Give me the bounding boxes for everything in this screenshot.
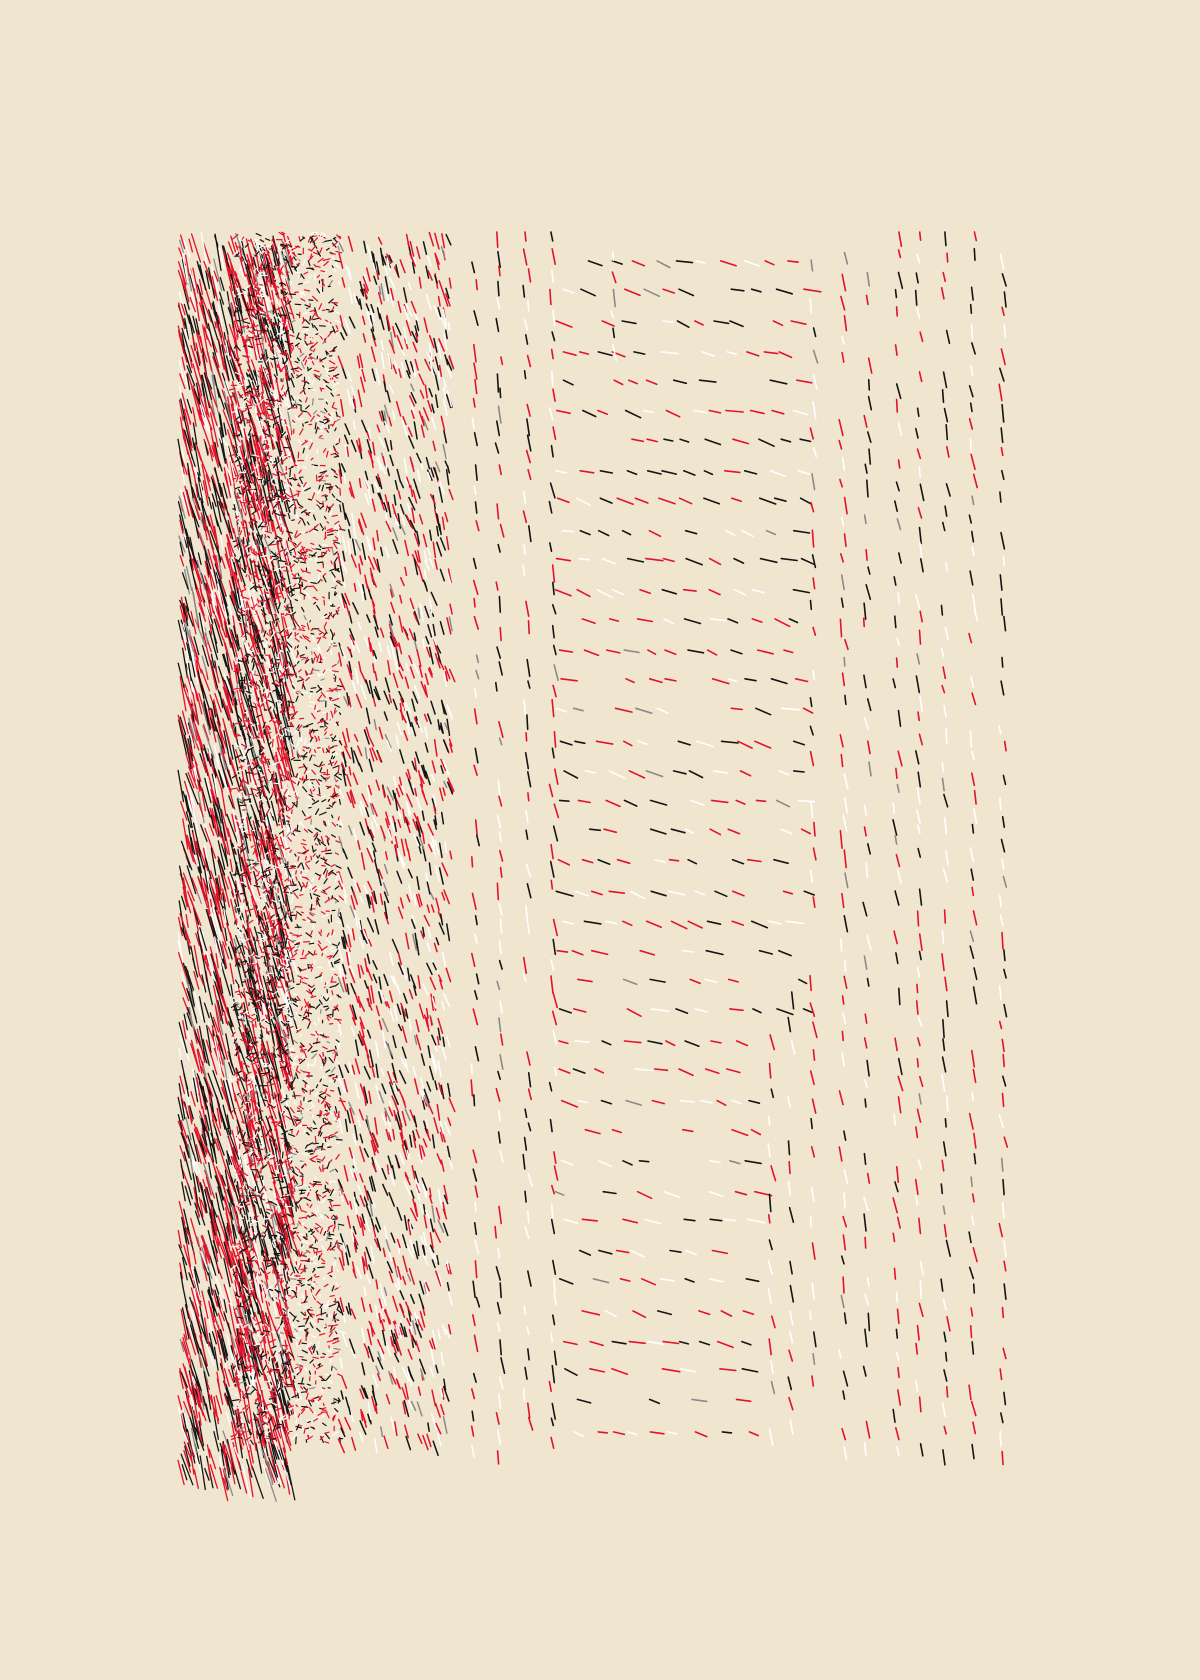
speckle-stroke (297, 825, 298, 830)
speckle-stroke (250, 1419, 251, 1422)
speckle-stroke (254, 445, 259, 446)
speckle-stroke (261, 1155, 262, 1160)
speckle-stroke (262, 628, 263, 633)
speckle-stroke (289, 1259, 290, 1262)
speckle-stroke (240, 893, 243, 894)
speckle-stroke (316, 334, 318, 335)
speckle-stroke (287, 1276, 288, 1280)
speckle-stroke (308, 1101, 311, 1102)
speckle-stroke (276, 623, 277, 627)
speckle-stroke (255, 776, 256, 779)
speckle-stroke (311, 1289, 312, 1292)
speckle-stroke (298, 776, 299, 779)
speckle-stroke (317, 1146, 322, 1147)
speckle-stroke (302, 1343, 307, 1344)
speckle-stroke (248, 1272, 251, 1273)
speckle-stroke (296, 590, 299, 591)
speckle-stroke (298, 645, 299, 647)
speckle-stroke (257, 381, 258, 385)
speckle-stroke (281, 1264, 287, 1265)
speckle-stroke (335, 1046, 336, 1049)
speckle-stroke (333, 576, 334, 582)
speckle-stroke (320, 1092, 322, 1093)
speckle-stroke (290, 933, 293, 934)
speckle-stroke (237, 588, 238, 592)
speckle-stroke (302, 381, 307, 382)
speckle-stroke (244, 1110, 248, 1111)
speckle-stroke (305, 921, 309, 922)
speckle-stroke (319, 438, 323, 439)
speckle-stroke (312, 1314, 314, 1315)
speckle-stroke (319, 1100, 320, 1102)
speckle-stroke (300, 718, 304, 719)
speckle-stroke (262, 1167, 265, 1168)
speckle-stroke (306, 647, 307, 649)
speckle-stroke (263, 674, 266, 675)
speckle-stroke (331, 1091, 334, 1092)
speckle-stroke (278, 414, 279, 420)
speckle-stroke (281, 1037, 283, 1038)
speckle-stroke (319, 855, 320, 857)
speckle-stroke (297, 1108, 299, 1109)
speckle-stroke (279, 1353, 283, 1354)
speckle-stroke (235, 921, 236, 924)
speckle-stroke (299, 1059, 300, 1061)
speckle-stroke (246, 773, 252, 774)
speckle-stroke (295, 1258, 296, 1261)
speckle-stroke (242, 982, 246, 983)
speckle-stroke (333, 746, 338, 747)
speckle-stroke (330, 449, 331, 453)
speckle-stroke (271, 1332, 277, 1333)
speckle-stroke (275, 1077, 278, 1078)
speckle-stroke (239, 548, 240, 551)
speckle-stroke (253, 722, 256, 723)
speckle-stroke (265, 908, 267, 909)
speckle-stroke (255, 1021, 256, 1027)
speckle-stroke (266, 282, 267, 286)
speckle-stroke (307, 748, 309, 749)
speckle-stroke (262, 1319, 264, 1320)
speckle-stroke (239, 985, 240, 988)
speckle-stroke (292, 941, 295, 942)
speckle-stroke (306, 856, 307, 860)
speckle-stroke (309, 300, 313, 301)
speckle-stroke (240, 1287, 241, 1290)
speckle-stroke (246, 405, 252, 406)
speckle-stroke (278, 1170, 279, 1174)
speckle-stroke (331, 561, 332, 564)
speckle-stroke (320, 326, 326, 327)
speckle-stroke (255, 1109, 256, 1111)
speckle-stroke (263, 821, 266, 822)
speckle-stroke (237, 1249, 240, 1250)
speckle-stroke (335, 740, 337, 741)
speckle-stroke (269, 558, 270, 561)
speckle-stroke (275, 321, 276, 325)
speckle-stroke (262, 535, 263, 539)
speckle-stroke (289, 796, 291, 797)
speckle-stroke (301, 584, 302, 586)
speckle-stroke (319, 1319, 324, 1320)
speckle-stroke (322, 617, 327, 618)
speckle-stroke (320, 1111, 321, 1118)
speckle-stroke (318, 1342, 319, 1349)
speckle-stroke (315, 1058, 316, 1064)
speckle-stroke (322, 953, 323, 955)
speckle-stroke (292, 520, 295, 521)
speckle-stroke (309, 807, 311, 808)
speckle-stroke (259, 687, 260, 689)
speckle-stroke (253, 1368, 256, 1369)
speckle-stroke (274, 742, 275, 749)
speckle-stroke (294, 1188, 295, 1191)
speckle-stroke (294, 791, 295, 793)
speckle-stroke (272, 1116, 273, 1118)
speckle-stroke (266, 838, 271, 839)
speckle-stroke (323, 1149, 325, 1150)
speckle-stroke (280, 283, 282, 284)
speckle-stroke (272, 1298, 273, 1301)
speckle-stroke (300, 587, 301, 593)
speckle-stroke (337, 1030, 339, 1031)
speckle-stroke (253, 296, 255, 297)
speckle-stroke (244, 494, 245, 500)
speckle-stroke (252, 337, 257, 338)
speckle-stroke (267, 1371, 271, 1372)
speckle-stroke (267, 409, 270, 410)
speckle-stroke (290, 307, 291, 309)
speckle-stroke (302, 582, 303, 586)
speckle-stroke (303, 727, 308, 728)
speckle-stroke (300, 875, 301, 878)
speckle-stroke (311, 634, 314, 635)
speckle-stroke (265, 534, 266, 537)
speckle-stroke (256, 959, 257, 963)
speckle-stroke (286, 948, 291, 949)
speckle-stroke (249, 1195, 256, 1196)
speckle-stroke (311, 856, 312, 859)
speckle-stroke (299, 1326, 305, 1327)
speckle-stroke (320, 782, 321, 784)
speckle-stroke (315, 1137, 316, 1143)
speckle-stroke (301, 958, 307, 959)
speckle-stroke (325, 339, 326, 342)
speckle-stroke (250, 1385, 255, 1386)
speckle-stroke (297, 1321, 299, 1322)
speckle-stroke (301, 1101, 302, 1105)
speckle-stroke (266, 926, 267, 929)
speckle-stroke (248, 699, 249, 702)
speckle-stroke (338, 766, 339, 773)
speckle-stroke (323, 1077, 326, 1078)
speckle-stroke (318, 1207, 319, 1213)
speckle-stroke (237, 1188, 241, 1189)
speckle-stroke (339, 282, 340, 285)
speckle-stroke (329, 1232, 330, 1236)
speckle-stroke (290, 1050, 294, 1051)
speckle-stroke (322, 1388, 325, 1389)
speckle-stroke (335, 1299, 336, 1303)
speckle-stroke (233, 478, 236, 479)
speckle-stroke (288, 1311, 289, 1317)
speckle-stroke (279, 327, 280, 334)
speckle-stroke (326, 270, 327, 273)
speckle-stroke (236, 476, 239, 477)
speckle-stroke (298, 1393, 299, 1398)
speckle-stroke (294, 1228, 297, 1229)
speckle-stroke (294, 588, 300, 589)
speckle-stroke (258, 739, 261, 740)
speckle-stroke (339, 774, 342, 775)
speckle-stroke (302, 1407, 308, 1408)
speckle-stroke (284, 316, 285, 323)
speckle-stroke (314, 951, 315, 955)
speckle-stroke (269, 493, 271, 494)
speckle-stroke (234, 275, 237, 276)
speckle-stroke (311, 904, 312, 910)
speckle-stroke (255, 1253, 256, 1257)
speckle-stroke (329, 897, 330, 900)
speckle-stroke (314, 1143, 319, 1144)
speckle-stroke (288, 1296, 291, 1297)
speckle-stroke (299, 283, 303, 284)
speckle-stroke (282, 1152, 283, 1158)
speckle-stroke (300, 732, 301, 737)
speckle-stroke (245, 747, 246, 750)
speckle-stroke (252, 436, 255, 437)
speckle-stroke (258, 479, 263, 480)
speckle-stroke (302, 1360, 306, 1361)
speckle-stroke (259, 413, 265, 414)
speckle-stroke (246, 834, 251, 835)
speckle-stroke (288, 916, 289, 921)
speckle-stroke (287, 1195, 289, 1196)
speckle-stroke (281, 1224, 287, 1225)
speckle-stroke (295, 647, 296, 649)
speckle-stroke (290, 470, 291, 477)
speckle-stroke (283, 379, 284, 382)
speckle-stroke (264, 356, 265, 361)
speckle-stroke (321, 1010, 322, 1014)
speckle-stroke (326, 848, 327, 851)
speckle-stroke (281, 708, 285, 709)
speckle-stroke (323, 1119, 324, 1123)
speckle-stroke (273, 1161, 274, 1163)
speckle-stroke (296, 514, 297, 516)
speckle-stroke (303, 920, 306, 921)
speckle-stroke (251, 353, 252, 359)
speckle-stroke (277, 825, 279, 826)
speckle-stroke (312, 659, 313, 664)
speckle-stroke (293, 1409, 294, 1414)
speckle-stroke (298, 853, 302, 854)
speckle-stroke (308, 965, 309, 969)
speckle-stroke (246, 575, 247, 577)
speckle-stroke (323, 1403, 324, 1405)
speckle-stroke (292, 810, 293, 814)
speckle-stroke (296, 1437, 297, 1444)
speckle-stroke (237, 699, 240, 700)
speckle-stroke (306, 1234, 307, 1237)
speckle-stroke (304, 1130, 305, 1134)
speckle-stroke (283, 661, 284, 668)
speckle-stroke (320, 1067, 323, 1068)
speckle-stroke (302, 692, 308, 693)
speckle-stroke (274, 783, 279, 784)
speckle-stroke (280, 391, 286, 392)
speckle-stroke (315, 423, 316, 429)
speckle-stroke (310, 316, 311, 320)
speckle-stroke (334, 615, 335, 617)
speckle-stroke (291, 282, 292, 285)
speckle-stroke (302, 779, 309, 780)
speckle-stroke (327, 309, 330, 310)
speckle-stroke (306, 1428, 308, 1429)
speckle-stroke (290, 1130, 293, 1131)
speckle-stroke (257, 1149, 263, 1150)
speckle-stroke (239, 671, 242, 672)
speckle-stroke (296, 1287, 297, 1292)
speckle-stroke (338, 661, 339, 664)
speckle-stroke (245, 713, 247, 714)
speckle-stroke (289, 701, 290, 707)
speckle-stroke (325, 1123, 331, 1124)
